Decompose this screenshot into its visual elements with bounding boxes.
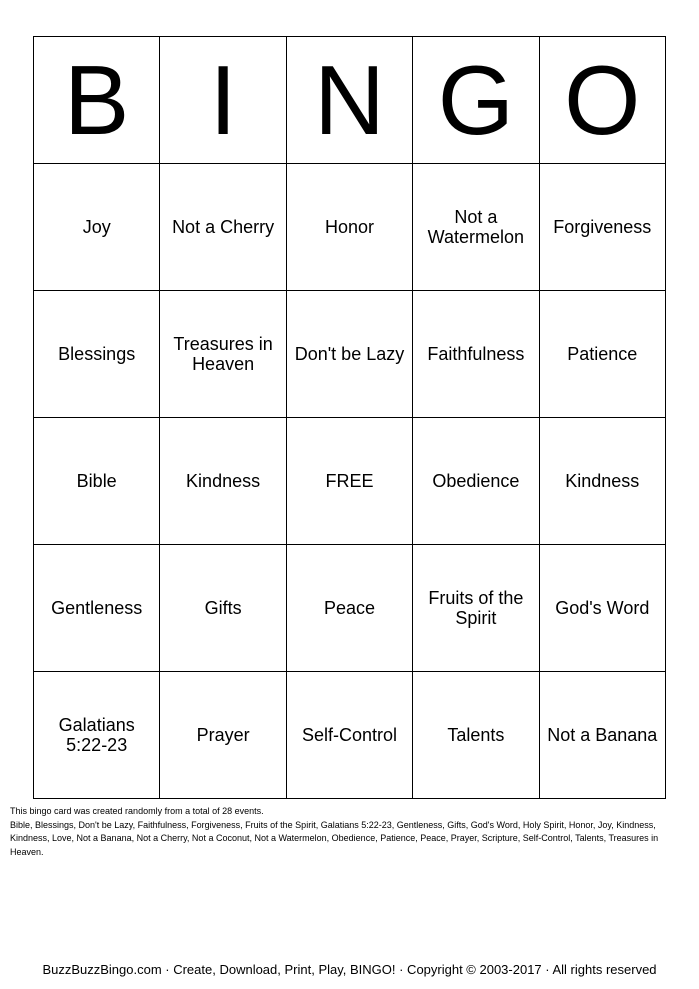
bingo-cell-label: Kindness <box>186 471 261 491</box>
bingo-cell <box>160 164 286 291</box>
bingo-cell-label: Don't be Lazy <box>294 344 405 364</box>
bingo-cell-label: Treasures in Heaven <box>173 334 273 374</box>
bingo-cell <box>34 291 160 418</box>
bingo-row-5 <box>34 672 666 799</box>
bingo-cell <box>160 291 286 418</box>
header-letter-n: N <box>286 37 412 164</box>
bingo-cell <box>539 164 665 291</box>
bingo-cell <box>539 291 665 418</box>
bingo-cell-label: Honor <box>324 217 374 237</box>
bingo-cell <box>34 418 160 545</box>
header-letter-o: O <box>539 37 665 164</box>
header-letter-g: G <box>413 37 539 164</box>
bingo-cell <box>413 418 539 545</box>
card-info <box>10 805 690 859</box>
bingo-cell-label: Prayer <box>196 725 250 745</box>
bingo-cell-label: Obedience <box>432 471 520 491</box>
bingo-card <box>33 36 666 799</box>
card-summary: This bingo card was created randomly from a total of 28 events. <box>10 806 264 816</box>
header-letter-b: B <box>34 37 160 164</box>
bingo-cell-label: Gifts <box>204 598 242 618</box>
bingo-free-cell <box>286 418 412 545</box>
bingo-cell-label: Kindness <box>565 471 640 491</box>
bingo-cell <box>34 672 160 799</box>
bingo-cell <box>160 418 286 545</box>
bingo-cell <box>34 164 160 291</box>
bingo-cell-label: Fruits of the Spirit <box>428 588 524 628</box>
bingo-header-row <box>34 37 666 164</box>
bingo-row-1 <box>34 164 666 291</box>
bingo-row-2 <box>34 291 666 418</box>
bingo-cell <box>539 672 665 799</box>
bingo-cell-label: Joy <box>82 217 111 237</box>
bingo-cell <box>286 672 412 799</box>
bingo-cell <box>286 164 412 291</box>
bingo-cell <box>413 291 539 418</box>
bingo-cell-label: Not a Cherry <box>172 217 275 237</box>
bingo-cell-label: Blessings <box>58 344 136 364</box>
bingo-cell-label: Not a Watermelon <box>427 207 525 247</box>
bingo-cell <box>34 545 160 672</box>
bingo-cell <box>286 291 412 418</box>
bingo-cell-label: Gentleness <box>51 598 143 618</box>
bingo-cell-label: Not a Banana <box>547 725 658 745</box>
bingo-free-label: FREE <box>325 471 374 491</box>
bingo-row-4 <box>34 545 666 672</box>
bingo-cell-label: Galatians 5:22-23 <box>58 715 135 755</box>
bingo-cell-label: Self-Control <box>301 725 397 745</box>
events-list: Bible, Blessings, Don't be Lazy, Faithfulness, Forgiveness, Fruits of the Spirit, Galatians 5:22-23, Gentleness, Gifts, God's Word, Holy Spirit, Honor, Joy, Kindness, Kindness, Love, Not a Banana, Not a Cherry, Not a Coconut, Not a Watermelon, Obedience, Patience, Peace, Prayer, Scripture, Self-Control, Talents, Treasures in Heaven. <box>10 819 659 857</box>
bingo-cell <box>286 545 412 672</box>
bingo-cell-label: Patience <box>567 344 638 364</box>
bingo-cell <box>160 545 286 672</box>
bingo-cell <box>539 418 665 545</box>
bingo-cell-label: Bible <box>76 471 117 491</box>
bingo-cell-label: Forgiveness <box>553 217 652 237</box>
bingo-cell <box>413 672 539 799</box>
bingo-row-3 <box>34 418 666 545</box>
bingo-cell <box>160 672 286 799</box>
bingo-cell-label: God's Word <box>555 598 650 618</box>
bingo-cell-label: Peace <box>323 598 375 618</box>
bingo-cell-label: Faithfulness <box>427 344 525 364</box>
bingo-cell <box>413 545 539 672</box>
bingo-cell-label: Talents <box>447 725 505 745</box>
bingo-cell <box>539 545 665 672</box>
bingo-cell <box>413 164 539 291</box>
header-letter-i: I <box>160 37 286 164</box>
site-footer: BuzzBuzzBingo.com · Create, Download, Print, Play, BINGO! · Copyright © 2003-2017 · All rights reserved <box>42 962 657 977</box>
